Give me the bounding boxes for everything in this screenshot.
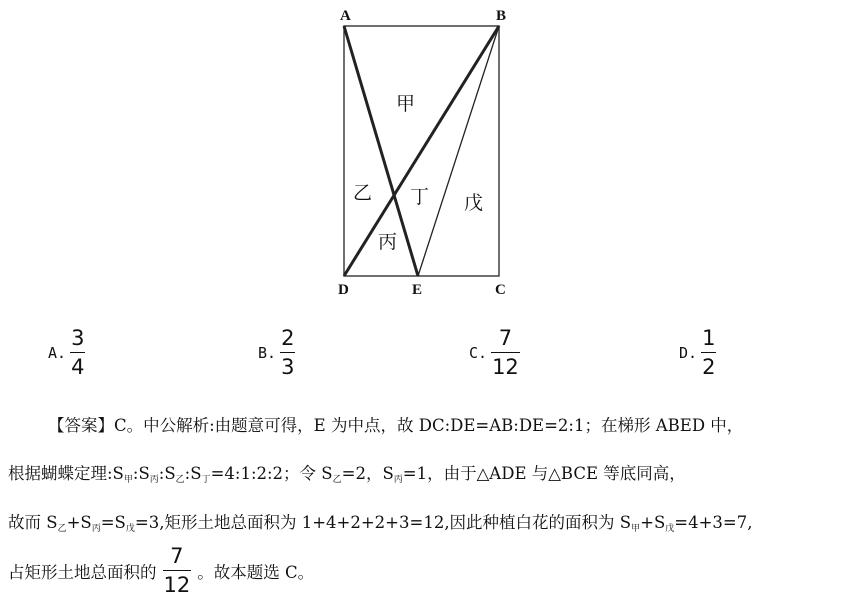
answer-line-4-text-pre: 占矩形土地总面积的 [8,562,157,582]
answer-line-4-text-post: 。故本题选 C。 [197,562,315,582]
segment-bd [344,26,499,276]
geometry-figure [0,0,844,300]
answer-line-3-text-5: +S [640,513,666,532]
region-label-jia: 甲 [396,93,416,115]
option-d [679,326,716,379]
subscript-bing: 丙 [91,524,101,534]
option-a-denominator: 4 [71,355,85,379]
option-b-letter: B. [258,343,277,362]
region-label-bing: 丙 [378,231,398,253]
option-d-numerator: 1 [702,326,716,350]
option-d-fraction [701,326,716,379]
segment-be [418,26,499,276]
answer-line-3 [8,509,753,534]
point-label-c: C [495,282,506,298]
answer-line-3-text-4: =3,矩形土地总面积为 1+4+2+2+3=12,因此种植白花的面积为 S [134,513,632,532]
point-label-e: E [412,282,423,298]
option-c-denominator: 12 [492,355,519,379]
point-label-b: B [496,8,507,24]
subscript-yi: 乙 [332,475,342,485]
point-label-a: A [340,8,351,24]
answer-line-2-text-1: 根据蝴蝶定理:S [8,464,124,483]
answer-line-2-text-6: =2，S [341,464,394,483]
subscript-jia: 甲 [631,524,641,534]
region-label-yi: 乙 [353,182,373,204]
subscript-bing: 丙 [393,475,403,485]
subscript-wu: 戊 [125,524,135,534]
answer-line-1: 【答案】C。中公解析:由题意可得，E 为中点，故 DC:DE=AB:DE=2:1；在梯形 ABED 中， [48,416,744,435]
option-d-denominator: 2 [702,355,716,379]
answer-line-2-text-5: =4:1:2:2；令 S [210,464,333,483]
answer-line-2-text-2: :S [132,464,150,483]
option-c-letter: C. [469,343,488,362]
option-c [469,326,520,379]
option-c-numerator: 7 [498,326,513,350]
option-b-numerator: 2 [281,326,295,350]
option-b-fraction [280,326,295,379]
answer-fraction [163,544,192,597]
answer-line-2-text-4: :S [184,464,202,483]
option-b-denominator: 3 [281,355,295,379]
option-a [48,326,85,379]
option-d-letter: D. [679,343,698,362]
region-label-wu: 戊 [464,192,484,214]
answer-line-2 [8,460,686,485]
subscript-yi: 乙 [175,475,185,485]
answer-line-3-text-3: =S [100,513,126,532]
subscript-jia: 甲 [123,475,133,485]
subscript-yi: 乙 [57,524,67,534]
option-a-fraction [70,326,85,379]
point-label-d: D [338,282,349,298]
option-c-fraction [491,326,520,379]
option-a-numerator: 3 [71,326,85,350]
answer-line-3-text-2: +S [66,513,92,532]
option-a-letter: A. [48,343,67,362]
answer-fraction-denominator: 12 [163,573,191,597]
answer-line-3-text-6: =4+3=7, [674,513,753,532]
answer-fraction-numerator: 7 [170,544,184,568]
answer-line-2-text-7: =1，由于△ADE 与△BCE 等底同高， [402,464,686,483]
subscript-bing: 丙 [149,475,159,485]
region-label-ding: 丁 [410,186,430,208]
subscript-ding: 丁 [201,475,211,485]
option-b [258,326,295,379]
answer-line-3-text-1: 故而 S [8,513,58,532]
subscript-wu: 戊 [665,524,675,534]
answer-line-2-text-3: :S [158,464,176,483]
answer-line-4 [8,544,314,597]
